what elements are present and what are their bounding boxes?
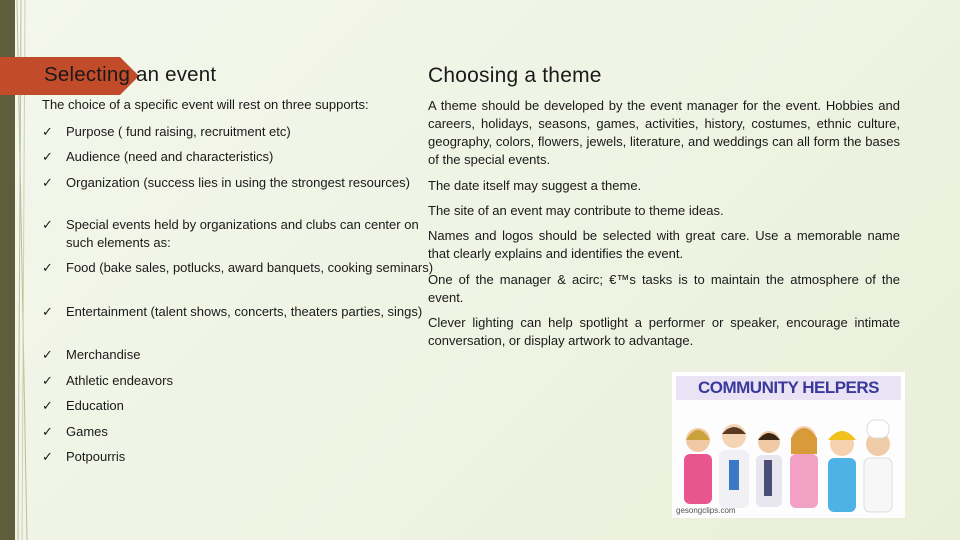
left-intro-text: The choice of a specific event will rest on three supports: xyxy=(42,97,369,112)
list-item: ✓ Audience (need and characteristics) xyxy=(42,149,274,164)
checkmark-icon: ✓ xyxy=(42,347,53,362)
checkmark-icon: ✓ xyxy=(42,304,53,319)
list-item: ✓ Organization (success lies in using the strongest resources) xyxy=(42,175,410,190)
list-item: ✓ Athletic endeavors xyxy=(42,373,173,388)
list-item: ✓ Education xyxy=(42,398,124,413)
list-item: ✓ Potpourris xyxy=(42,449,126,464)
checkmark-icon: ✓ xyxy=(42,424,53,439)
theme-paragraph: One of the manager & acirc; €™s tasks is to maintain the atmosphere of the event. xyxy=(428,272,900,305)
checkmark-icon: ✓ xyxy=(42,124,53,139)
left-column-title: Selecting an event xyxy=(44,63,217,86)
right-column-title: Choosing a theme xyxy=(428,64,602,87)
list-item: ✓ Merchandise xyxy=(42,347,141,362)
list-item: ✓ Entertainment (talent shows, concerts, theaters parties, sings) xyxy=(42,304,423,319)
list-item: ✓ Food (bake sales, potlucks, award banquets, cooking seminars) xyxy=(42,260,434,275)
theme-paragraph: The date itself may suggest a theme. xyxy=(428,178,642,193)
image-watermark: gesongclips.com xyxy=(676,506,736,515)
checkmark-icon: ✓ xyxy=(42,449,53,464)
checkmark-icon: ✓ xyxy=(42,175,53,190)
checkmark-icon: ✓ xyxy=(42,149,53,164)
list-item: ✓ Purpose ( fund raising, recruitment etc) xyxy=(42,124,291,139)
theme-paragraph: A theme should be developed by the event manager for the event. Hobbies and careers, holidays, seasons, games, activities, history, costumes, ethnic culture, geography, colors, flowers, jewels, literature, and weddings can all form the bases of the special events. xyxy=(428,98,900,167)
checkmark-icon: ✓ xyxy=(42,260,53,275)
theme-paragraph: Names and logos should be selected with great care. Use a memorable name that clearly explains and identifies the event. xyxy=(428,228,900,261)
theme-paragraph: The site of an event may contribute to theme ideas. xyxy=(428,203,724,218)
list-item: ✓ Special events held by organizations and clubs can center on such elements as: xyxy=(42,217,419,250)
list-item: ✓ Games xyxy=(42,424,108,439)
community-helpers-image xyxy=(672,372,905,518)
checkmark-icon: ✓ xyxy=(42,398,53,413)
kids-illustration xyxy=(672,400,905,518)
theme-paragraph: Clever lighting can help spotlight a performer or speaker, encourage intimate conversation, or display artwork to advantage. xyxy=(428,315,900,348)
image-banner: COMMUNITY HELPERS xyxy=(676,376,901,400)
checkmark-icon: ✓ xyxy=(42,217,53,232)
checkmark-icon: ✓ xyxy=(42,373,53,388)
